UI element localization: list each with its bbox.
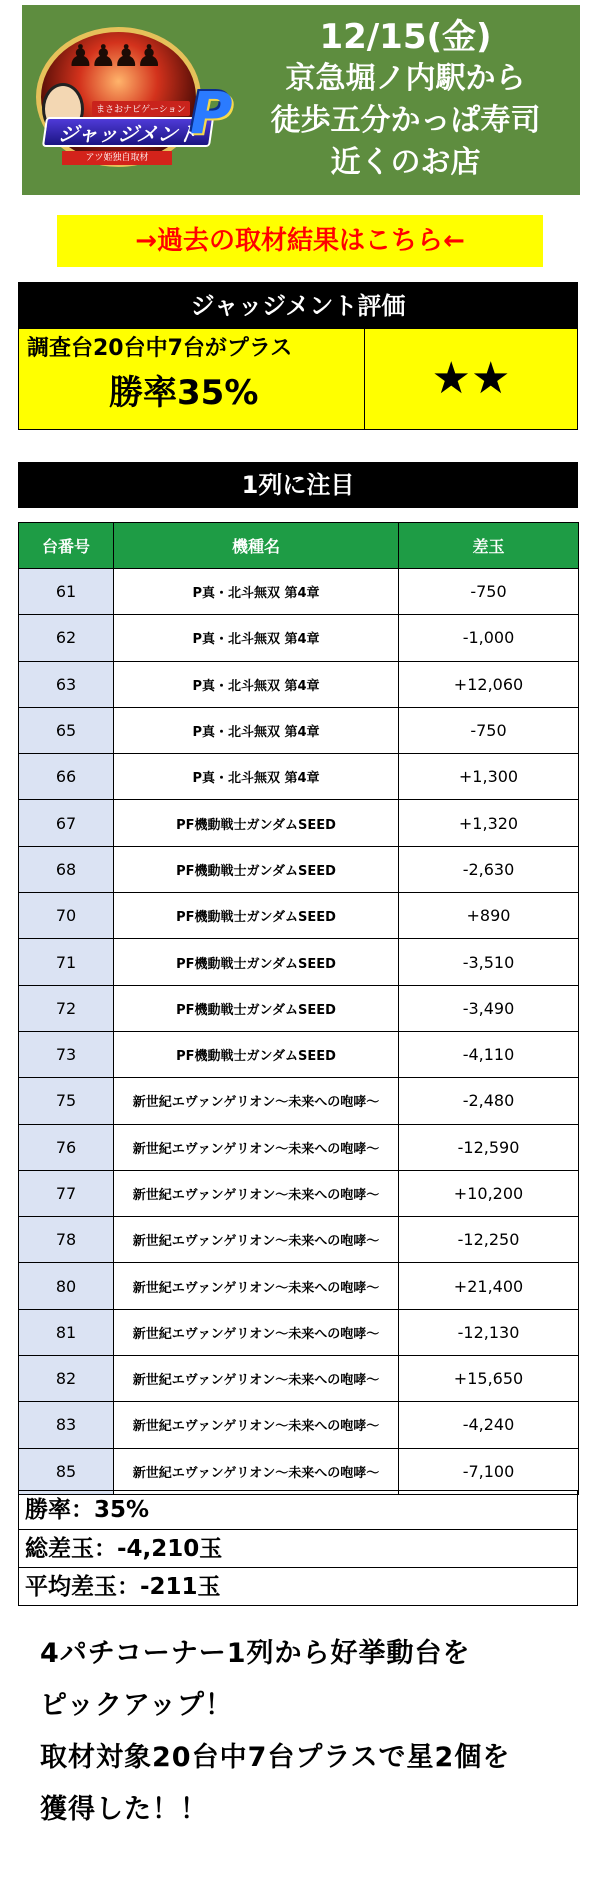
location-line-1: 京急堀ノ内駅から	[285, 61, 526, 96]
evaluation-header: ジャッジメント評価	[19, 283, 577, 329]
ball-difference-cell: -4,240	[399, 1402, 579, 1448]
machine-name-cell: PF機動戦士ガンダムSEED	[114, 846, 399, 892]
machine-number-cell: 83	[19, 1402, 114, 1448]
comment-line-4: 獲得した！！	[40, 1794, 208, 1825]
machine-name-cell: PF機動戦士ガンダムSEED	[114, 939, 399, 985]
location-line-3: 近くのお店	[330, 145, 481, 180]
machine-number-cell: 73	[19, 1031, 114, 1077]
table-row	[19, 1263, 579, 1309]
table-row	[19, 939, 579, 985]
ball-difference-cell: -750	[399, 569, 579, 615]
machine-number-cell: 85	[19, 1448, 114, 1494]
ball-difference-cell: -12,590	[399, 1124, 579, 1170]
comment-line-1: 4パチコーナー1列から好挙動台を	[40, 1638, 471, 1669]
machine-number-cell: 72	[19, 985, 114, 1031]
table-row	[19, 1217, 579, 1263]
ball-difference-cell: +15,650	[399, 1356, 579, 1402]
table-row	[19, 800, 579, 846]
machine-name-cell: PF機動戦士ガンダムSEED	[114, 985, 399, 1031]
header-machine-number: 台番号	[19, 523, 114, 569]
evaluation-win-rate: 勝率35%	[109, 373, 259, 413]
machine-number-cell: 67	[19, 800, 114, 846]
table-row	[19, 569, 579, 615]
logo-p-mark: P	[190, 79, 233, 147]
table-row	[19, 707, 579, 753]
machine-name-cell: 新世紀エヴァンゲリオン～未来への咆哮～	[114, 1263, 399, 1309]
logo-subtitle: まさおナビゲーション	[92, 101, 190, 116]
machine-number-cell: 77	[19, 1170, 114, 1216]
machine-name-cell: 新世紀エヴァンゲリオン～未来への咆哮～	[114, 1078, 399, 1124]
machine-number-cell: 68	[19, 846, 114, 892]
table-row	[19, 1402, 579, 1448]
header-banner	[22, 5, 580, 195]
ball-difference-cell: -3,510	[399, 939, 579, 985]
evaluation-body	[19, 329, 577, 429]
table-row	[19, 893, 579, 939]
ball-difference-cell: +1,320	[399, 800, 579, 846]
machine-number-cell: 81	[19, 1309, 114, 1355]
machine-name-cell: 新世紀エヴァンゲリオン～未来への咆哮～	[114, 1309, 399, 1355]
table-row	[19, 1448, 579, 1494]
table-row	[19, 1031, 579, 1077]
table-row	[19, 1170, 579, 1216]
table-row	[19, 1356, 579, 1402]
logo-band: アツ姫独自取材	[62, 151, 172, 165]
machine-number-cell: 61	[19, 569, 114, 615]
ball-difference-cell: -750	[399, 707, 579, 753]
table-row	[19, 1309, 579, 1355]
ball-difference-cell: +10,200	[399, 1170, 579, 1216]
machine-name-cell: 新世紀エヴァンゲリオン～未来への咆哮～	[114, 1448, 399, 1494]
ball-difference-cell: -4,110	[399, 1031, 579, 1077]
summary-total-difference: 総差玉：-4,210玉	[19, 1529, 577, 1567]
ball-difference-cell: -7,100	[399, 1448, 579, 1494]
ball-difference-cell: +1,300	[399, 754, 579, 800]
table-header-row	[19, 523, 579, 569]
ball-difference-cell: -12,130	[399, 1309, 579, 1355]
machine-name-cell: 新世紀エヴァンゲリオン～未来への咆哮～	[114, 1402, 399, 1448]
machine-number-cell: 63	[19, 661, 114, 707]
event-date: 12/15(金)	[319, 17, 492, 57]
machine-name-cell: PF機動戦士ガンダムSEED	[114, 1031, 399, 1077]
machine-number-cell: 75	[19, 1078, 114, 1124]
machine-number-cell: 65	[19, 707, 114, 753]
machine-number-cell: 71	[19, 939, 114, 985]
ball-difference-cell: +12,060	[399, 661, 579, 707]
machine-number-cell: 76	[19, 1124, 114, 1170]
star-rating: ★★	[365, 329, 577, 429]
section-title: 1列に注目	[18, 462, 578, 508]
header-machine-name: 機種名	[114, 523, 399, 569]
table-row	[19, 1124, 579, 1170]
comment-text	[40, 1628, 580, 1836]
machine-number-cell: 66	[19, 754, 114, 800]
past-results-link[interactable]: →過去の取材結果はこちら←	[57, 215, 543, 267]
header-ball-difference: 差玉	[399, 523, 579, 569]
machine-number-cell: 80	[19, 1263, 114, 1309]
machine-number-cell: 82	[19, 1356, 114, 1402]
evaluation-box	[18, 282, 578, 430]
ball-difference-cell: -12,250	[399, 1217, 579, 1263]
machine-name-cell: 新世紀エヴァンゲリオン～未来への咆哮～	[114, 1170, 399, 1216]
machine-number-cell: 70	[19, 893, 114, 939]
machine-name-cell: 新世紀エヴァンゲリオン～未来への咆哮～	[114, 1356, 399, 1402]
table-row	[19, 846, 579, 892]
ball-difference-cell: -2,630	[399, 846, 579, 892]
judgement-logo	[22, 5, 237, 195]
machine-name-cell: P真・北斗無双 第4章	[114, 569, 399, 615]
logo-title: ジャッジメント	[42, 117, 214, 147]
ball-difference-cell: -2,480	[399, 1078, 579, 1124]
table-row	[19, 615, 579, 661]
machine-name-cell: P真・北斗無双 第4章	[114, 661, 399, 707]
ball-difference-cell: -3,490	[399, 985, 579, 1031]
table-row	[19, 1078, 579, 1124]
summary-box	[18, 1490, 578, 1606]
machine-number-cell: 78	[19, 1217, 114, 1263]
table-row	[19, 661, 579, 707]
summary-win-rate: 勝率：35%	[25, 1497, 150, 1523]
machine-name-cell: P真・北斗無双 第4章	[114, 615, 399, 661]
machine-name-cell: 新世紀エヴァンゲリオン～未来への咆哮～	[114, 1124, 399, 1170]
machine-name-cell: P真・北斗無双 第4章	[114, 754, 399, 800]
machine-number-cell: 62	[19, 615, 114, 661]
machine-name-cell: 新世紀エヴァンゲリオン～未来への咆哮～	[114, 1217, 399, 1263]
banner-info	[237, 5, 580, 195]
evaluation-plus-count: 調査台20台中7台がプラス	[27, 336, 293, 361]
machine-name-cell: PF機動戦士ガンダムSEED	[114, 893, 399, 939]
machine-name-cell: P真・北斗無双 第4章	[114, 707, 399, 753]
comment-line-2: ピックアップ！	[40, 1690, 234, 1721]
location-line-2: 徒歩五分かっぱ寿司	[270, 103, 541, 138]
summary-average-difference: 平均差玉：-211玉	[19, 1567, 577, 1605]
table-row	[19, 985, 579, 1031]
results-table	[18, 522, 579, 1495]
ball-difference-cell: +21,400	[399, 1263, 579, 1309]
ball-difference-cell: -1,000	[399, 615, 579, 661]
table-row	[19, 754, 579, 800]
evaluation-summary	[19, 329, 365, 429]
ball-difference-cell: +890	[399, 893, 579, 939]
logo-figures-icon: ♟♟♟♟	[67, 39, 159, 74]
machine-name-cell: PF機動戦士ガンダムSEED	[114, 800, 399, 846]
comment-line-3: 取材対象20台中7台プラスで星2個を	[40, 1742, 511, 1773]
